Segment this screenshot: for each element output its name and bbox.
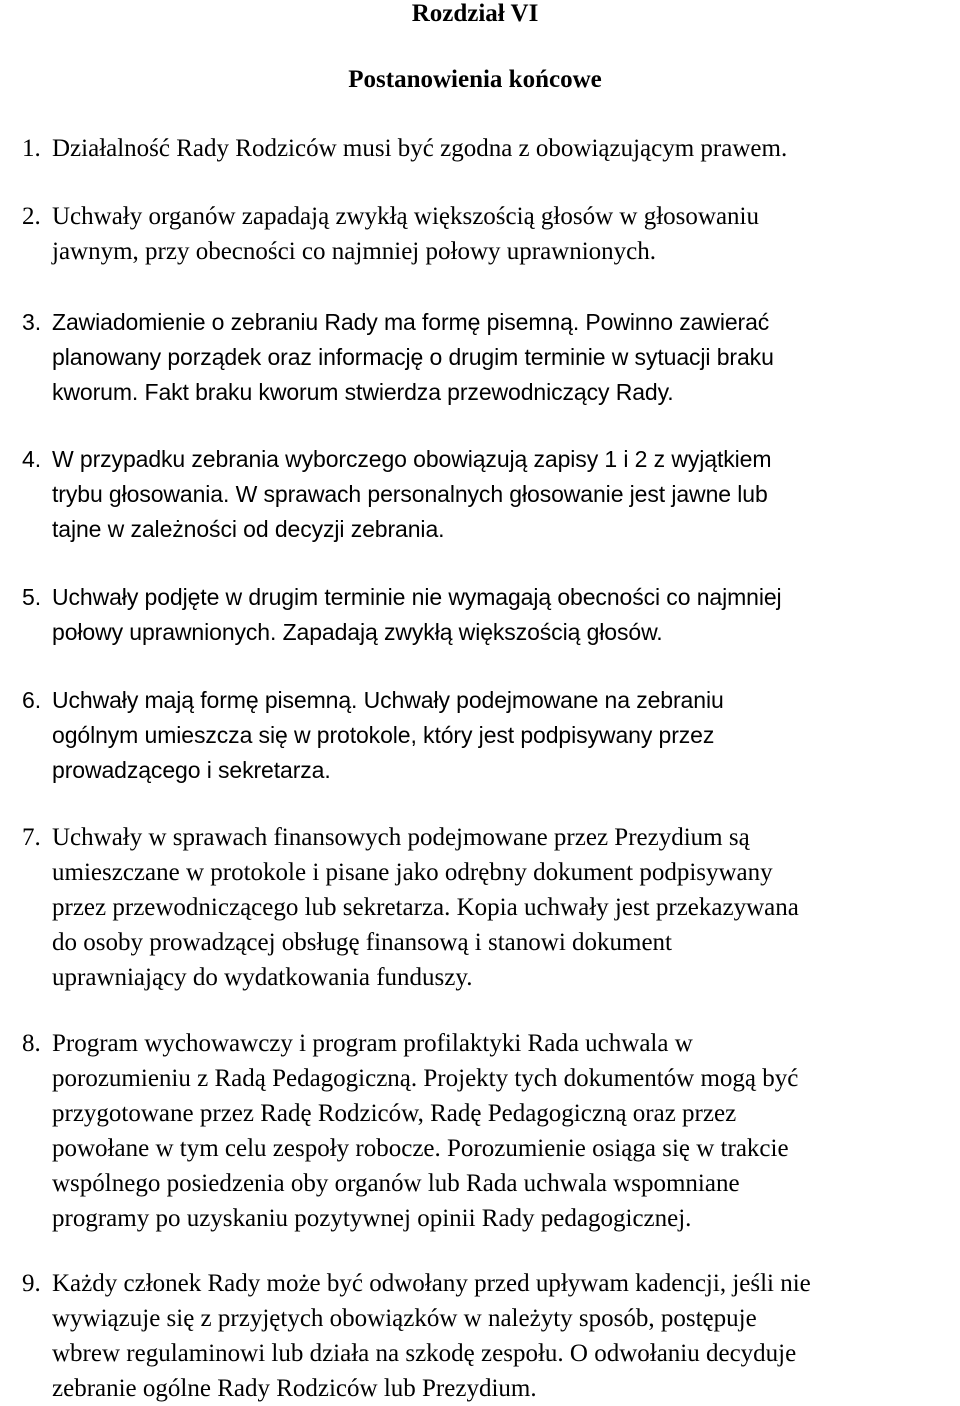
- item-text: [52, 580, 960, 650]
- item-text: [52, 305, 960, 410]
- item-line: trybu głosowania. W sprawach personalnych głosowanie jest jawne lub: [52, 481, 768, 507]
- item-line: uprawniający do wydatkowania funduszy.: [52, 964, 473, 991]
- chapter-title: Postanowienia końcowe: [348, 66, 602, 93]
- item-text: [52, 1266, 960, 1406]
- item-number: 8.: [22, 1030, 41, 1057]
- item-line: Każdy członek Rady może być odwołany przed upływam kadencji, jeśli nie: [52, 1270, 811, 1297]
- item-line: jawnym, przy obecności co najmniej połowy uprawnionych.: [52, 238, 657, 265]
- item-line: Zawiadomienie o zebraniu Rady ma formę pisemną. Powinno zawierać: [52, 309, 770, 335]
- item-line: W przypadku zebrania wyborczego obowiązują zapisy 1 i 2 z wyjątkiem: [52, 446, 772, 472]
- chapter-heading: Rozdział VI: [411, 0, 539, 27]
- item-line: wspólnego posiedzenia oby organów lub Rada uchwala wspomniane: [52, 1170, 740, 1197]
- item-line: połowy uprawnionych. Zapadają zwykłą większością głosów.: [52, 619, 663, 645]
- item-line: Program wychowawczy i program profilaktyki Rada uchwala w: [52, 1030, 693, 1057]
- item-number: 1.: [22, 135, 41, 162]
- item-line: zebranie ogólne Rady Rodziców lub Prezydium.: [52, 1375, 537, 1402]
- item-line: do osoby prowadzącej obsługę finansową i stanowi dokument: [52, 929, 673, 956]
- item-line: przez przewodniczącego lub sekretarza. Kopia uchwały jest przekazywana: [52, 894, 799, 921]
- item-number: 6.: [22, 687, 42, 713]
- item-line: Uchwały w sprawach finansowych podejmowane przez Prezydium są: [52, 824, 750, 851]
- item-line: wywiązuje się z przyjętych obowiązków w należyty sposób, postępuje: [52, 1305, 757, 1332]
- item-number: 4.: [22, 446, 42, 472]
- item-number: 2.: [22, 203, 41, 230]
- item-number: 7.: [22, 824, 41, 851]
- item-text: [52, 683, 960, 788]
- item-line: Uchwały podjęte w drugim terminie nie wymagają obecności co najmniej: [52, 584, 782, 610]
- item-line: kworum. Fakt braku kworum stwierdza przewodniczący Rady.: [52, 379, 674, 405]
- item-line: programy po uzyskaniu pozytywnej opinii Rady pedagogicznej.: [52, 1205, 692, 1232]
- item-number: 5.: [22, 584, 42, 610]
- item-line: wbrew regulaminowi lub działa na szkodę zespołu. O odwołaniu decyduje: [52, 1340, 797, 1367]
- item-text: [52, 820, 960, 995]
- item-line: Uchwały mają formę pisemną. Uchwały podejmowane na zebraniu: [52, 687, 724, 713]
- item-number: 9.: [22, 1270, 41, 1297]
- item-line: Działalność Rady Rodziców musi być zgodna z obowiązującym prawem.: [52, 135, 788, 162]
- item-number: 3.: [22, 309, 42, 335]
- item-line: porozumieniu z Radą Pedagogiczną. Projekty tych dokumentów mogą być: [52, 1065, 799, 1092]
- item-text: [52, 131, 960, 166]
- item-line: prowadzącego i sekretarza.: [52, 757, 331, 783]
- item-line: tajne w zależności od decyzji zebrania.: [52, 516, 445, 542]
- item-text: [52, 1026, 960, 1236]
- item-line: powołane w tym celu zespoły robocze. Porozumienie osiąga się w trakcie: [52, 1135, 789, 1162]
- item-line: umieszczane w protokole i pisane jako odrębny dokument podpisywany: [52, 859, 773, 886]
- item-line: planowany porządek oraz informację o drugim terminie w sytuacji braku: [52, 344, 774, 370]
- item-line: Uchwały organów zapadają zwykłą większością głosów w głosowaniu: [52, 203, 759, 230]
- item-text: [52, 199, 960, 269]
- item-text: [52, 442, 960, 547]
- item-line: ogólnym umieszcza się w protokole, który jest podpisywany przez: [52, 722, 715, 748]
- item-line: przygotowane przez Radę Rodziców, Radę Pedagogiczną oraz przez: [52, 1100, 737, 1127]
